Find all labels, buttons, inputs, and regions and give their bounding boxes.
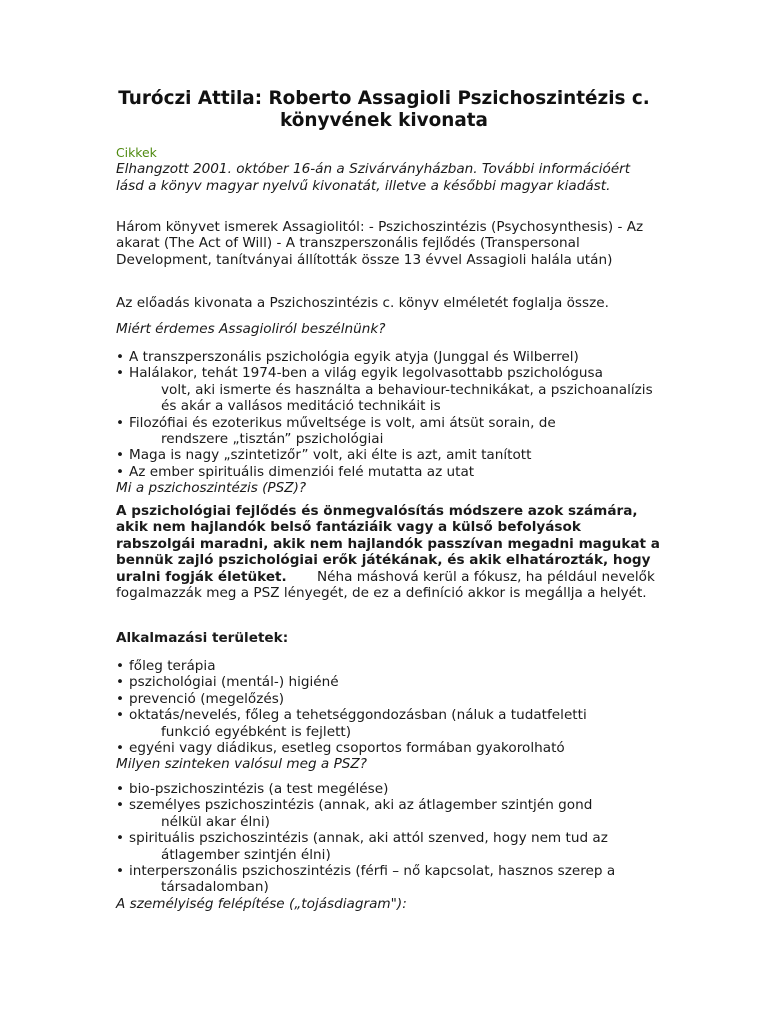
list-item-text: oktatás/nevelés, főleg a tehetséggondozásban (náluk a tudatfeletti [129,707,587,724]
list-item-text: prevenció (megelőzés) [129,690,285,707]
books-paragraph: Három könyvet ismerek Assagiolitól: - Pszichoszintézis (Psychosynthesis) - Az akarat (The Act of Will) - A transzperszonális fejlődés (Transpersonal Development, tanítványai állították össze 13 évvel Assagioli halála után) [116,219,644,268]
list-item [116,447,661,463]
bullet-icon: • [116,781,125,797]
bullet-icon: • [116,740,125,757]
list-item-text: spirituális pszichoszintézis (annak, aki attól szenved, hogy nem tud az [129,830,608,847]
list-item-text: főleg terápia [129,658,216,674]
levels-section [116,781,661,912]
intro-text: Elhangzott 2001. október 16-án a Szivárványházban. További információért lásd a könyv magyar nyelvű kivonatát, illetve a későbbi magyar kiadást. [116,161,631,194]
bullet-icon: • [116,674,125,691]
list-item-text: A transzperszonális pszichológia egyik atyja (Junggal és Wilberrel) [129,349,579,365]
list-item [116,464,661,480]
list-item-text: Halálakor, tehát 1974-ben a világ egyik legolvasottabb pszichológusa [129,365,603,382]
bullet-icon: • [116,797,125,814]
list-item [116,707,661,740]
definition-bold-text: A pszichológiai fejlődés és önmegvalósítás módszere azok számára, akik nem hajlandók belső fantáziáik vagy a külső befolyások rabszolgái maradni, akik nem hajlandók passzívan megadni magukat a bennük zajló pszichológiai erők játékának, és akik elhatározták, hogy uralni fogják életüket. [116,503,660,585]
list-item [116,863,661,896]
list-item [116,740,661,756]
bullet-icon: • [116,863,125,880]
list-item [116,365,661,414]
what-heading: Mi a pszichoszintézis (PSZ)? [116,480,307,497]
definition-rest-text: Néha máshová kerül a fókusz, ha például nevelők fogalmazzák meg a PSZ lényegét, de ez a definíció akkor is megállja a helyét. [116,568,655,602]
why-section [116,349,661,497]
structure-heading: A személyiség felépítése („tojásdiagram"): [116,895,407,912]
levels-heading: Milyen szinteken valósul meg a PSZ? [116,756,367,773]
list-item-continuation: volt, aki ismerte és használta a behaviour-technikákat, a pszichoanalízis és akár a vallásos meditáció technikáit is [161,381,653,415]
list-item [116,674,661,690]
definition-paragraph [116,503,661,601]
list-item-text: Filozófiai és ezoterikus műveltsége is volt, ami átsüt sorain, de [129,414,556,431]
list-item-text: bio-pszichoszintézis (a test megélése) [129,781,389,797]
list-item [116,415,661,448]
document-title: Turóczi Attila: Roberto Assagioli Pszichoszintézis c. könyvének kivonata [118,88,650,131]
list-item-text: Az ember spirituális dimenziói felé mutatta az utat [129,463,475,480]
list-item-text: interperszonális pszichoszintézis (férfi – nő kapcsolat, hasznos szerep a [129,863,616,880]
levels-list [116,781,661,896]
summary-paragraph: Az előadás kivonata a Pszichoszintézis c. könyv elméletét foglalja össze. [116,295,609,311]
list-item-continuation: átlagember szintjén élni) [161,846,331,863]
list-item-continuation: társadalomban) [161,879,269,896]
list-item [116,781,661,797]
bullet-icon: • [116,365,125,382]
areas-heading: Alkalmazási területek: [116,630,289,646]
bullet-icon: • [116,707,125,724]
list-item-text: pszichológiai (mentál-) higiéné [129,674,339,691]
list-item-text: személyes pszichoszintézis (annak, aki az átlagember szintjén gond [129,797,593,814]
list-item-continuation: rendszere „tisztán” pszichológiai [161,431,384,448]
bullet-icon: • [116,658,125,674]
bullet-icon: • [116,830,125,847]
bullet-icon: • [116,349,125,365]
why-list [116,349,661,480]
bullet-icon: • [116,447,125,464]
areas-list [116,658,661,756]
bullet-icon: • [116,690,125,707]
list-item-continuation: nélkül akar élni) [161,813,270,830]
bullet-icon: • [116,414,125,431]
intro-section [116,145,661,194]
list-item [116,797,661,830]
list-item [116,830,661,863]
list-item [116,691,661,707]
areas-section [116,658,661,773]
list-item [116,658,661,674]
list-item-text: egyéni vagy diádikus, esetleg csoportos formában gyakorolható [129,740,565,757]
list-item-text: Maga is nagy „szintetizőr” volt, aki élte is azt, amit tanított [129,447,532,464]
bullet-icon: • [116,463,125,480]
why-heading: Miért érdemes Assagioliról beszélnünk? [116,321,386,337]
list-item-continuation: funkció egyébként is fejlett) [161,723,352,740]
list-item [116,349,661,365]
category-link[interactable]: Cikkek [116,145,157,160]
